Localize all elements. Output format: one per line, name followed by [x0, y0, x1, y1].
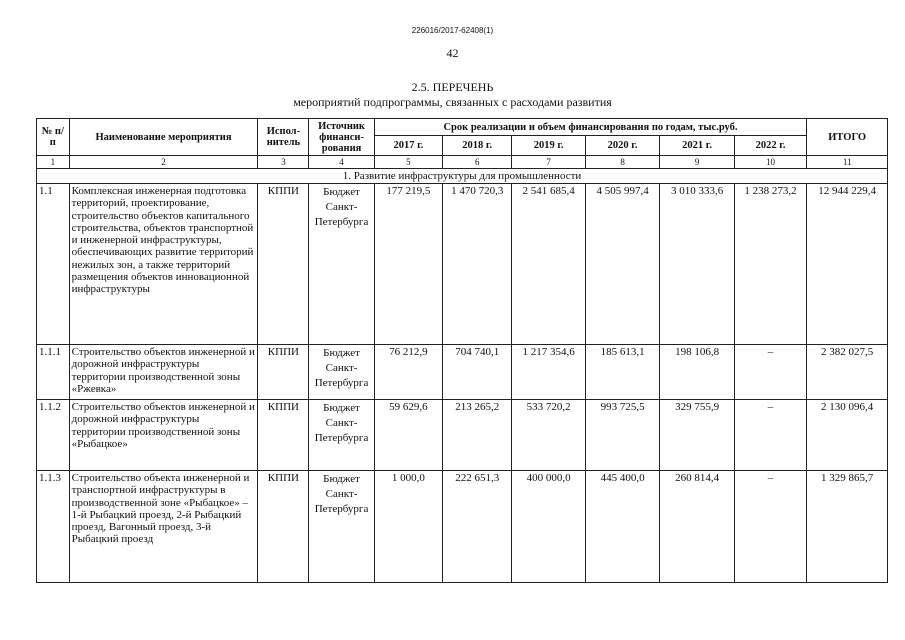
- row-source: Бюджет Санкт-Петербурга: [309, 345, 374, 400]
- row-number: 1.1.2: [37, 400, 70, 471]
- header-name: Наименование мероприятия: [69, 119, 258, 156]
- table-row: [37, 184, 888, 345]
- row-value-2021: 3 010 333,6: [660, 184, 734, 345]
- row-value-2020: 4 505 997,4: [585, 184, 659, 345]
- row-value-2018: 213 265,2: [443, 400, 512, 471]
- section-title: 2.5. ПЕРЕЧЕНЬ: [411, 80, 494, 94]
- measures-table: [36, 118, 888, 583]
- header-year-2020: 2020 г.: [585, 136, 659, 156]
- row-name: Комплексная инженерная подготовка территорий, проектирование, строительство объектов капитального строительства, объектов транспортной и инженерной инфраструктуры, обеспечивающих развитие территорий нежилых зон, а также территорий размещения объектов инновационной инфраструктуры: [69, 184, 258, 345]
- row-name: Строительство объекта инженерной и транспортной инфраструктуры в производственной зоне «Рыбацкое» – 1-й Рыбацкий проезд, 2-й Рыбацкий проезд, Вагонный проезд, 3-й Рыбацкий проезд: [69, 471, 258, 583]
- row-value-2022: 1 238 273,2: [734, 184, 807, 345]
- row-total: 12 944 229,4: [807, 184, 888, 345]
- header-executor: Испол-нитель: [258, 119, 309, 156]
- row-value-2017: 177 219,5: [374, 184, 442, 345]
- row-value-2018: 1 470 720,3: [443, 184, 512, 345]
- col-number: 5: [374, 156, 442, 169]
- row-value-2017: 76 212,9: [374, 345, 442, 400]
- col-number: 11: [807, 156, 888, 169]
- row-number: 1.1.1: [37, 345, 70, 400]
- row-total: 2 382 027,5: [807, 345, 888, 400]
- row-value-2018: 222 651,3: [443, 471, 512, 583]
- header-total: ИТОГО: [807, 119, 888, 156]
- row-value-2021: 260 814,4: [660, 471, 734, 583]
- row-name: Строительство объектов инженерной и дорожной инфраструктуры территории производственной зоны «Рыбацкое»: [69, 400, 258, 471]
- col-number: 2: [69, 156, 258, 169]
- row-name: Строительство объектов инженерной и дорожной инфраструктуры территории производственной зоны «Ржевка»: [69, 345, 258, 400]
- row-value-2019: 533 720,2: [512, 400, 585, 471]
- col-number: 8: [585, 156, 659, 169]
- table-row: [37, 400, 888, 471]
- row-source: Бюджет Санкт-Петербурга: [309, 471, 374, 583]
- row-executor: КППИ: [258, 184, 309, 345]
- col-number: 6: [443, 156, 512, 169]
- header-year-2022: 2022 г.: [734, 136, 807, 156]
- header-year-2017: 2017 г.: [374, 136, 442, 156]
- row-value-2020: 445 400,0: [585, 471, 659, 583]
- row-total: 2 130 096,4: [807, 400, 888, 471]
- row-value-2017: 59 629,6: [374, 400, 442, 471]
- header-year-2019: 2019 г.: [512, 136, 585, 156]
- header-period-group: Срок реализации и объем финансирования по годам, тыс.руб.: [374, 119, 807, 136]
- row-value-2019: 1 217 354,6: [512, 345, 585, 400]
- page-number: 42: [446, 46, 459, 60]
- header-year-2018: 2018 г.: [443, 136, 512, 156]
- col-number: 1: [37, 156, 70, 169]
- row-number: 1.1.3: [37, 471, 70, 583]
- row-executor: КППИ: [258, 345, 309, 400]
- col-number: 9: [660, 156, 734, 169]
- row-total: 1 329 865,7: [807, 471, 888, 583]
- header-source: Источник финанси-рования: [309, 119, 374, 156]
- row-executor: КППИ: [258, 471, 309, 583]
- row-value-2022: –: [734, 471, 807, 583]
- row-executor: КППИ: [258, 400, 309, 471]
- col-number: 3: [258, 156, 309, 169]
- row-value-2019: 400 000,0: [512, 471, 585, 583]
- row-value-2021: 329 755,9: [660, 400, 734, 471]
- col-number: 10: [734, 156, 807, 169]
- header-no: № п/п: [37, 119, 70, 156]
- table-row: [37, 471, 888, 583]
- row-value-2020: 993 725,5: [585, 400, 659, 471]
- row-value-2022: –: [734, 400, 807, 471]
- col-number: 7: [512, 156, 585, 169]
- row-value-2018: 704 740,1: [443, 345, 512, 400]
- row-source: Бюджет Санкт-Петербурга: [309, 184, 374, 345]
- row-number: 1.1: [37, 184, 70, 345]
- row-value-2021: 198 106,8: [660, 345, 734, 400]
- section-subtitle: мероприятий подпрограммы, связанных с расходами развития: [293, 95, 612, 109]
- col-number: 4: [309, 156, 374, 169]
- document-id: 226016/2017-62408(1): [411, 26, 494, 35]
- header-year-2021: 2021 г.: [660, 136, 734, 156]
- row-value-2017: 1 000,0: [374, 471, 442, 583]
- section-row: 1. Развитие инфраструктуры для промышленности: [37, 169, 888, 184]
- row-value-2019: 2 541 685,4: [512, 184, 585, 345]
- table-row: [37, 345, 888, 400]
- row-value-2020: 185 613,1: [585, 345, 659, 400]
- row-value-2022: –: [734, 345, 807, 400]
- row-source: Бюджет Санкт-Петербурга: [309, 400, 374, 471]
